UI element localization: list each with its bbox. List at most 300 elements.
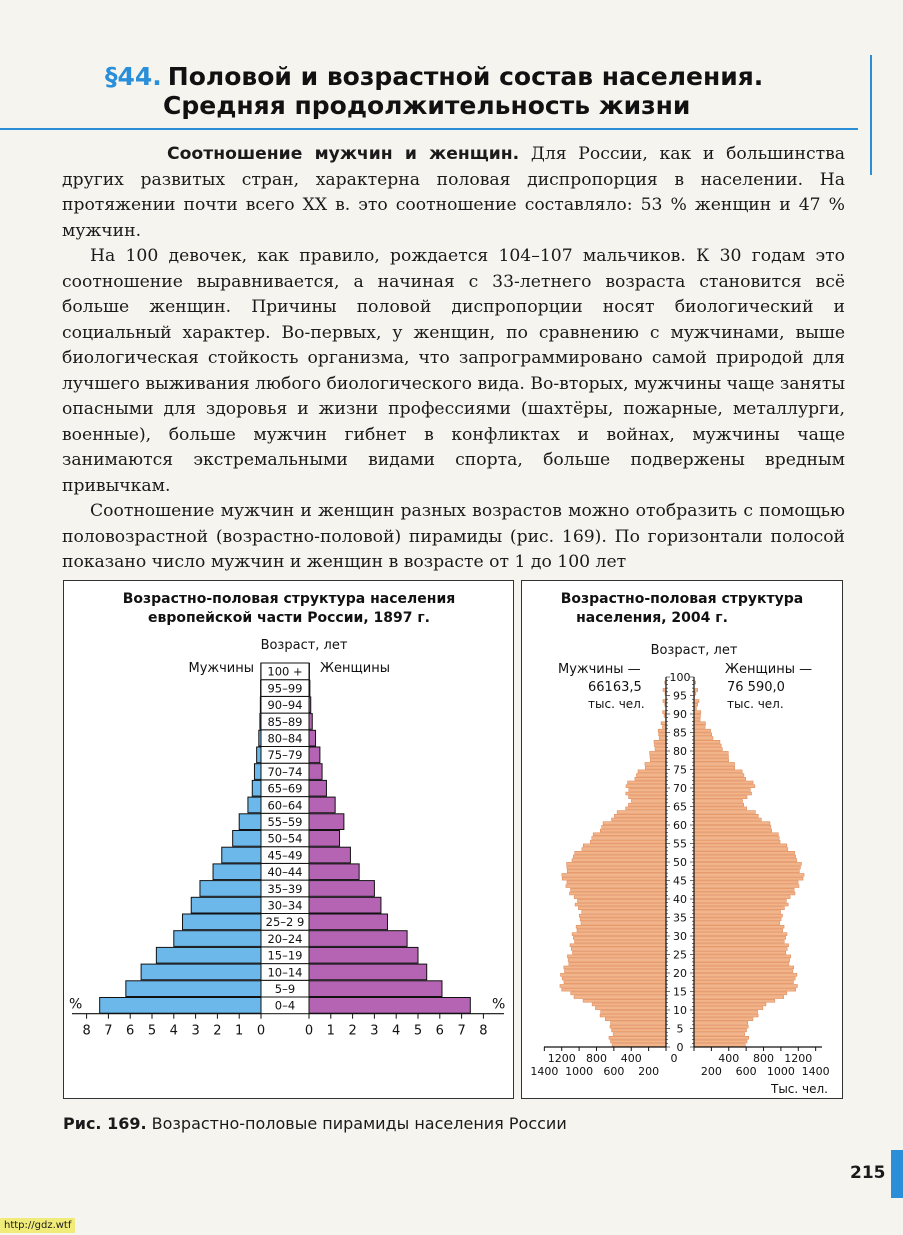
paragraph-3: Соотношение мужчин и женщин разных возрастов можно отобразить с помощью половозрастной (возрастно-половой) пирамиды (рис. 169). По горизонтали полосой показано число мужчин и женщин в возрасте от 1 до 100 лет: [62, 501, 845, 572]
bar-male: [239, 814, 261, 830]
section-title: [105, 62, 865, 120]
age-label: 50–54: [267, 831, 303, 846]
bar-female: [309, 881, 374, 897]
bar-male: [575, 903, 666, 906]
bar-female: [694, 726, 705, 729]
bar-female: [694, 722, 705, 725]
bar-male: [141, 964, 261, 980]
age-label: 60: [673, 819, 687, 832]
bar-male: [638, 770, 666, 773]
chart-title-line-1: Возрастно-половая структура населения: [122, 591, 456, 607]
x-tick-label-left: 7: [104, 1023, 113, 1039]
bar-female: [694, 844, 787, 847]
bar-male: [570, 892, 666, 895]
figure-caption-text: Возрастно-половые пирамиды населения России: [146, 1114, 567, 1133]
bar-female: [694, 763, 734, 766]
bar-male: [658, 729, 666, 732]
x-tick-label-right: 2: [348, 1023, 357, 1039]
age-label: 85: [673, 726, 687, 740]
bar-female: [694, 714, 700, 717]
bar-female: [694, 840, 780, 843]
bar-male: [650, 755, 666, 758]
bar-male: [254, 764, 261, 780]
chart-title-line-1: Возрастно-половая структура: [560, 591, 804, 607]
bar-male: [233, 831, 261, 847]
age-label: 20–24: [267, 931, 303, 946]
bar-male: [583, 844, 666, 847]
bar-female: [694, 770, 742, 773]
bar-female: [309, 764, 322, 780]
age-label: 90–94: [267, 698, 303, 713]
bar-female: [694, 973, 797, 976]
x-tick-label: 600: [735, 1065, 757, 1078]
bar-male: [174, 931, 261, 947]
bar-male: [631, 800, 666, 803]
x-tick-label-right: 7: [457, 1023, 466, 1039]
bar-male: [614, 814, 666, 817]
bar-male: [561, 973, 666, 976]
age-label: 25: [673, 948, 687, 962]
x-tick-label-left: 6: [126, 1023, 135, 1039]
bar-female: [694, 870, 799, 873]
bar-female: [309, 814, 344, 830]
bar-female: [694, 718, 700, 721]
watermark-link[interactable]: http://gdz.wtf: [0, 1218, 75, 1233]
bar-female: [694, 1014, 758, 1017]
bar-female: [694, 944, 789, 947]
bar-female: [694, 759, 729, 762]
bar-male: [605, 1018, 666, 1021]
bar-female: [309, 797, 335, 813]
bar-female: [694, 866, 800, 869]
bar-female: [694, 933, 787, 936]
bar-female: [694, 740, 720, 743]
age-label: 35–39: [267, 881, 303, 896]
bar-male: [603, 822, 666, 825]
bar-female: [694, 737, 713, 740]
bar-male: [593, 833, 666, 836]
x-tick-label-left: 4: [169, 1023, 178, 1039]
bar-female: [694, 888, 794, 891]
x-tick-label: 1400: [530, 1065, 559, 1078]
male-total: 66163,5: [588, 680, 642, 695]
bar-male: [574, 896, 666, 899]
age-label: 65: [673, 800, 687, 814]
bar-male: [602, 825, 666, 828]
bar-female: [694, 981, 793, 984]
bar-female: [694, 800, 742, 803]
age-label: 10: [673, 1004, 687, 1017]
bar-female: [694, 777, 746, 780]
bar-male: [650, 759, 666, 762]
bar-male: [628, 803, 666, 806]
pyramid-2004-panel: [521, 580, 843, 1099]
x-tick-label: 400: [620, 1052, 642, 1065]
bar-male: [582, 911, 666, 914]
bar-female: [694, 896, 790, 899]
bar-male: [562, 877, 666, 880]
age-label: 60–64: [267, 798, 303, 813]
x-tick-label: 1200: [784, 1052, 813, 1065]
unit-label-right: %: [492, 996, 506, 1013]
bar-male: [560, 985, 666, 988]
bar-female: [694, 829, 772, 832]
bar-female: [694, 814, 758, 817]
bar-female: [694, 959, 790, 962]
bar-male: [580, 918, 666, 921]
age-label: 100: [669, 671, 691, 684]
bar-female: [694, 788, 750, 791]
chart-title-line-2: населения, 2004 г.: [576, 610, 728, 626]
x-tick-label-right: 5: [413, 1023, 423, 1039]
bar-female: [694, 970, 793, 973]
paragraph-1: [62, 142, 845, 244]
age-label: 55: [673, 837, 687, 851]
bar-male: [222, 847, 261, 863]
bar-male: [609, 1036, 666, 1039]
age-label: 25–2 9: [265, 915, 305, 930]
axis-title: Возраст, лет: [650, 643, 738, 658]
age-label: 50: [673, 856, 687, 869]
bar-male: [575, 940, 666, 943]
age-label: 5–9: [274, 982, 296, 996]
male-label: Мужчины: [188, 661, 254, 676]
x-tick-label: 1000: [565, 1065, 594, 1078]
bar-female: [694, 803, 744, 806]
x-tick-label-left: 2: [213, 1023, 222, 1039]
x-tick-label: 1400: [801, 1065, 830, 1078]
unit-label-left: %: [69, 996, 83, 1013]
bar-male: [600, 829, 666, 832]
paragraph-lead: Соотношение мужчин и женщин.: [167, 144, 520, 164]
bar-female: [309, 981, 442, 997]
bar-male: [579, 914, 666, 917]
bar-female: [309, 747, 320, 763]
female-label: Женщины: [320, 661, 390, 676]
x-tick-label-right: 8: [479, 1023, 488, 1039]
bar-female: [694, 1036, 749, 1039]
pyramid-1897-chart: [64, 581, 513, 1098]
age-label: 90: [673, 708, 687, 721]
title-line-2: Средняя продолжительность жизни: [163, 91, 691, 120]
bar-female: [694, 951, 786, 954]
x-tick-zero: 0: [670, 1052, 678, 1065]
bar-male: [257, 747, 261, 763]
bar-female: [694, 785, 755, 788]
bar-female: [694, 907, 784, 910]
bar-female: [694, 936, 786, 939]
bar-male: [659, 733, 666, 736]
bar-male: [573, 855, 666, 858]
bar-female: [694, 914, 782, 917]
bar-male: [628, 781, 666, 784]
age-label: 70–74: [267, 764, 303, 779]
bar-female: [694, 899, 786, 902]
bar-male: [571, 948, 666, 951]
bar-female: [694, 911, 781, 914]
bar-male: [595, 1007, 666, 1010]
x-tick-label-right: 0: [304, 1023, 314, 1039]
bar-female: [694, 774, 744, 777]
bar-male: [200, 881, 261, 897]
bar-female: [694, 955, 791, 958]
age-label: 35: [673, 911, 687, 925]
age-label: 45–49: [267, 848, 303, 863]
bar-male: [576, 925, 666, 928]
bar-male: [592, 1003, 666, 1006]
bar-female: [694, 903, 788, 906]
bar-male: [655, 748, 666, 751]
bar-female: [694, 837, 779, 840]
bar-male: [659, 737, 666, 740]
bar-female: [694, 748, 722, 751]
bar-female: [694, 811, 755, 814]
x-tick-label: 400: [718, 1052, 740, 1065]
bar-female: [694, 892, 795, 895]
chart-title-line-2: европейской части России, 1897 г.: [148, 610, 430, 626]
bar-female: [694, 1044, 745, 1047]
age-label: 0–4: [274, 998, 296, 1013]
bar-male: [572, 933, 666, 936]
x-tick-label-left: 0: [256, 1023, 266, 1039]
bar-female: [694, 940, 784, 943]
bar-female: [694, 1003, 766, 1006]
x-tick-label: 800: [753, 1052, 775, 1065]
bar-female: [694, 855, 796, 858]
age-label: 80: [673, 745, 687, 758]
age-label: 75: [673, 763, 687, 777]
bar-female: [694, 1040, 747, 1043]
pyramid-2004-chart: [522, 581, 842, 1098]
body-text: [62, 142, 845, 576]
bar-male: [567, 866, 666, 869]
bar-female: [694, 874, 804, 877]
bar-male: [213, 864, 261, 880]
bar-female: [309, 914, 387, 930]
bar-female: [694, 929, 783, 932]
bar-male: [252, 780, 261, 796]
margin-rule: [870, 55, 872, 175]
bar-male: [629, 796, 666, 799]
bar-female: [309, 831, 340, 847]
x-tick-label-left: 1: [235, 1023, 244, 1039]
bar-female: [694, 833, 778, 836]
age-label: 15–19: [267, 948, 303, 963]
bar-female: [694, 925, 784, 928]
bar-male: [575, 851, 666, 854]
bar-female: [694, 996, 784, 999]
bar-female: [694, 700, 699, 703]
bar-male: [248, 797, 261, 813]
bar-female: [694, 881, 798, 884]
bar-male: [571, 888, 666, 891]
x-tick-label-left: 3: [191, 1023, 200, 1039]
bar-female: [694, 822, 770, 825]
bar-female: [694, 885, 799, 888]
bar-male: [617, 811, 666, 814]
bar-male: [655, 744, 666, 747]
bar-male: [626, 807, 666, 810]
bar-male: [600, 1014, 666, 1017]
bar-female: [694, 1029, 746, 1032]
bar-male: [568, 959, 666, 962]
age-label: 100 +: [267, 664, 303, 679]
figure-caption: [63, 1114, 567, 1133]
bar-male: [567, 881, 666, 884]
bar-male: [581, 922, 666, 925]
x-tick-label-right: 6: [435, 1023, 444, 1039]
bar-male: [191, 897, 261, 913]
age-label: 55–59: [267, 815, 303, 829]
age-label: 0: [676, 1041, 684, 1054]
bar-male: [562, 874, 666, 877]
bar-female: [694, 851, 795, 854]
bar-female: [694, 848, 788, 851]
bar-female: [694, 922, 780, 925]
bar-female: [694, 918, 781, 921]
bar-female: [694, 985, 797, 988]
bar-male: [629, 788, 666, 791]
x-tick-label: 600: [603, 1065, 625, 1078]
female-label: Женщины —: [725, 662, 813, 677]
bar-male: [565, 970, 666, 973]
bar-male: [592, 837, 666, 840]
bar-male: [611, 1022, 666, 1025]
bar-male: [601, 1010, 666, 1013]
section-number: §44.: [105, 62, 162, 91]
bar-male: [582, 848, 666, 851]
bar-female: [694, 1010, 758, 1013]
x-tick-label: 800: [585, 1052, 607, 1065]
x-tick-label: 1000: [766, 1065, 795, 1078]
bar-male: [566, 885, 666, 888]
bar-male: [661, 722, 666, 725]
bar-male: [567, 862, 666, 865]
x-tick-label-right: 3: [370, 1023, 379, 1039]
bar-male: [578, 907, 666, 910]
bar-female: [694, 1022, 748, 1025]
bar-female: [694, 729, 711, 732]
age-label: 85–89: [267, 714, 303, 729]
bar-male: [590, 840, 666, 843]
page-tab: [891, 1150, 903, 1198]
axis-title: Возраст, лет: [260, 638, 348, 653]
age-label: 5: [676, 1022, 684, 1036]
bar-male: [636, 774, 666, 777]
age-label: 40: [673, 893, 687, 906]
age-label: 15: [673, 985, 687, 999]
age-label: 45: [673, 874, 687, 888]
bar-female: [694, 711, 701, 714]
bar-male: [569, 962, 666, 965]
bar-female: [694, 966, 794, 969]
age-label: 10–14: [267, 965, 303, 980]
bar-male: [183, 914, 261, 930]
age-label: 95–99: [267, 681, 303, 696]
bar-female: [309, 780, 326, 796]
bar-male: [573, 936, 666, 939]
bar-female: [694, 744, 721, 747]
bar-female: [694, 977, 795, 980]
bar-female: [694, 796, 747, 799]
bar-female: [694, 862, 801, 865]
bar-female: [694, 999, 775, 1002]
bar-female: [694, 781, 753, 784]
age-label: 40–44: [267, 865, 303, 880]
bar-male: [583, 999, 666, 1002]
bar-female: [309, 947, 418, 963]
paragraph-2: На 100 девочек, как правило, рождается 104–107 мальчиков. К 30 годам это соотношение выравнивается, а начиная с 33-летнего возраста становится всё больше женщин. Причины половой диспропорции носят биологический и социальный характер. Во-первых, у женщин, по сравнению с мужчинами, выше биологическая стойкость организма, что запрограммировано самой природой для лучшего выживания любого биологического вида. Во-вторых, мужчины чаще заняты опасными для здоровья и жизни профессиями (шахтёры, пожарные, металлурги, военные), больше мужчин гибнет в конфликтах и войнах, мужчины чаще занимаются экстремальными видами спорта, больше подвержены вредным привычкам.: [62, 246, 846, 496]
bar-female: [694, 992, 787, 995]
x-tick-label: 200: [700, 1065, 722, 1078]
bar-male: [571, 992, 666, 995]
bar-male: [562, 988, 666, 991]
female-total: 76 590,0: [727, 680, 785, 695]
bar-male: [574, 996, 666, 999]
bar-female: [694, 877, 803, 880]
bar-female: [309, 964, 427, 980]
x-tick-label-left: 8: [82, 1023, 91, 1039]
bar-female: [694, 1007, 763, 1010]
bar-female: [694, 948, 787, 951]
bar-male: [100, 998, 261, 1014]
bar-female: [309, 897, 381, 913]
x-tick-label: 200: [638, 1065, 660, 1078]
female-unit: тыс. чел.: [727, 697, 784, 711]
x-tick-label: 1200: [547, 1052, 576, 1065]
bar-female: [309, 730, 316, 746]
bar-female: [694, 962, 789, 965]
bar-male: [570, 944, 666, 947]
age-label: 30: [673, 930, 687, 943]
bar-male: [564, 981, 666, 984]
figure-label: Рис. 169.: [63, 1114, 147, 1133]
bar-male: [650, 751, 666, 754]
bar-male: [626, 792, 666, 795]
bar-male: [635, 777, 666, 780]
age-label: 75–79: [267, 748, 303, 763]
bar-female: [309, 864, 359, 880]
bar-female: [694, 1018, 753, 1021]
bar-male: [567, 955, 666, 958]
age-label: 70: [673, 782, 687, 795]
male-unit: тыс. чел.: [588, 697, 645, 711]
bar-female: [694, 766, 735, 769]
bar-female: [694, 818, 761, 821]
bar-male: [612, 1044, 666, 1047]
bar-male: [612, 1029, 666, 1032]
page-number: 215: [850, 1163, 886, 1183]
bar-male: [562, 977, 666, 980]
bar-female: [694, 751, 728, 754]
x-tick-label-left: 5: [147, 1023, 157, 1039]
title-line-1: Половой и возрастной состав населения.: [167, 62, 764, 91]
bar-female: [694, 1033, 745, 1036]
pyramid-1897-panel: [63, 580, 514, 1099]
age-label: 65–69: [267, 781, 303, 796]
bar-male: [572, 951, 666, 954]
bar-male: [578, 899, 666, 902]
bar-female: [694, 792, 752, 795]
bar-male: [611, 1040, 666, 1043]
bar-male: [645, 766, 666, 769]
unit-label: Тыс. чел.: [771, 1082, 828, 1096]
bar-male: [626, 785, 666, 788]
bar-female: [694, 825, 771, 828]
x-tick-label-right: 1: [326, 1023, 335, 1039]
bar-female: [694, 755, 728, 758]
age-label: 95: [673, 689, 687, 703]
